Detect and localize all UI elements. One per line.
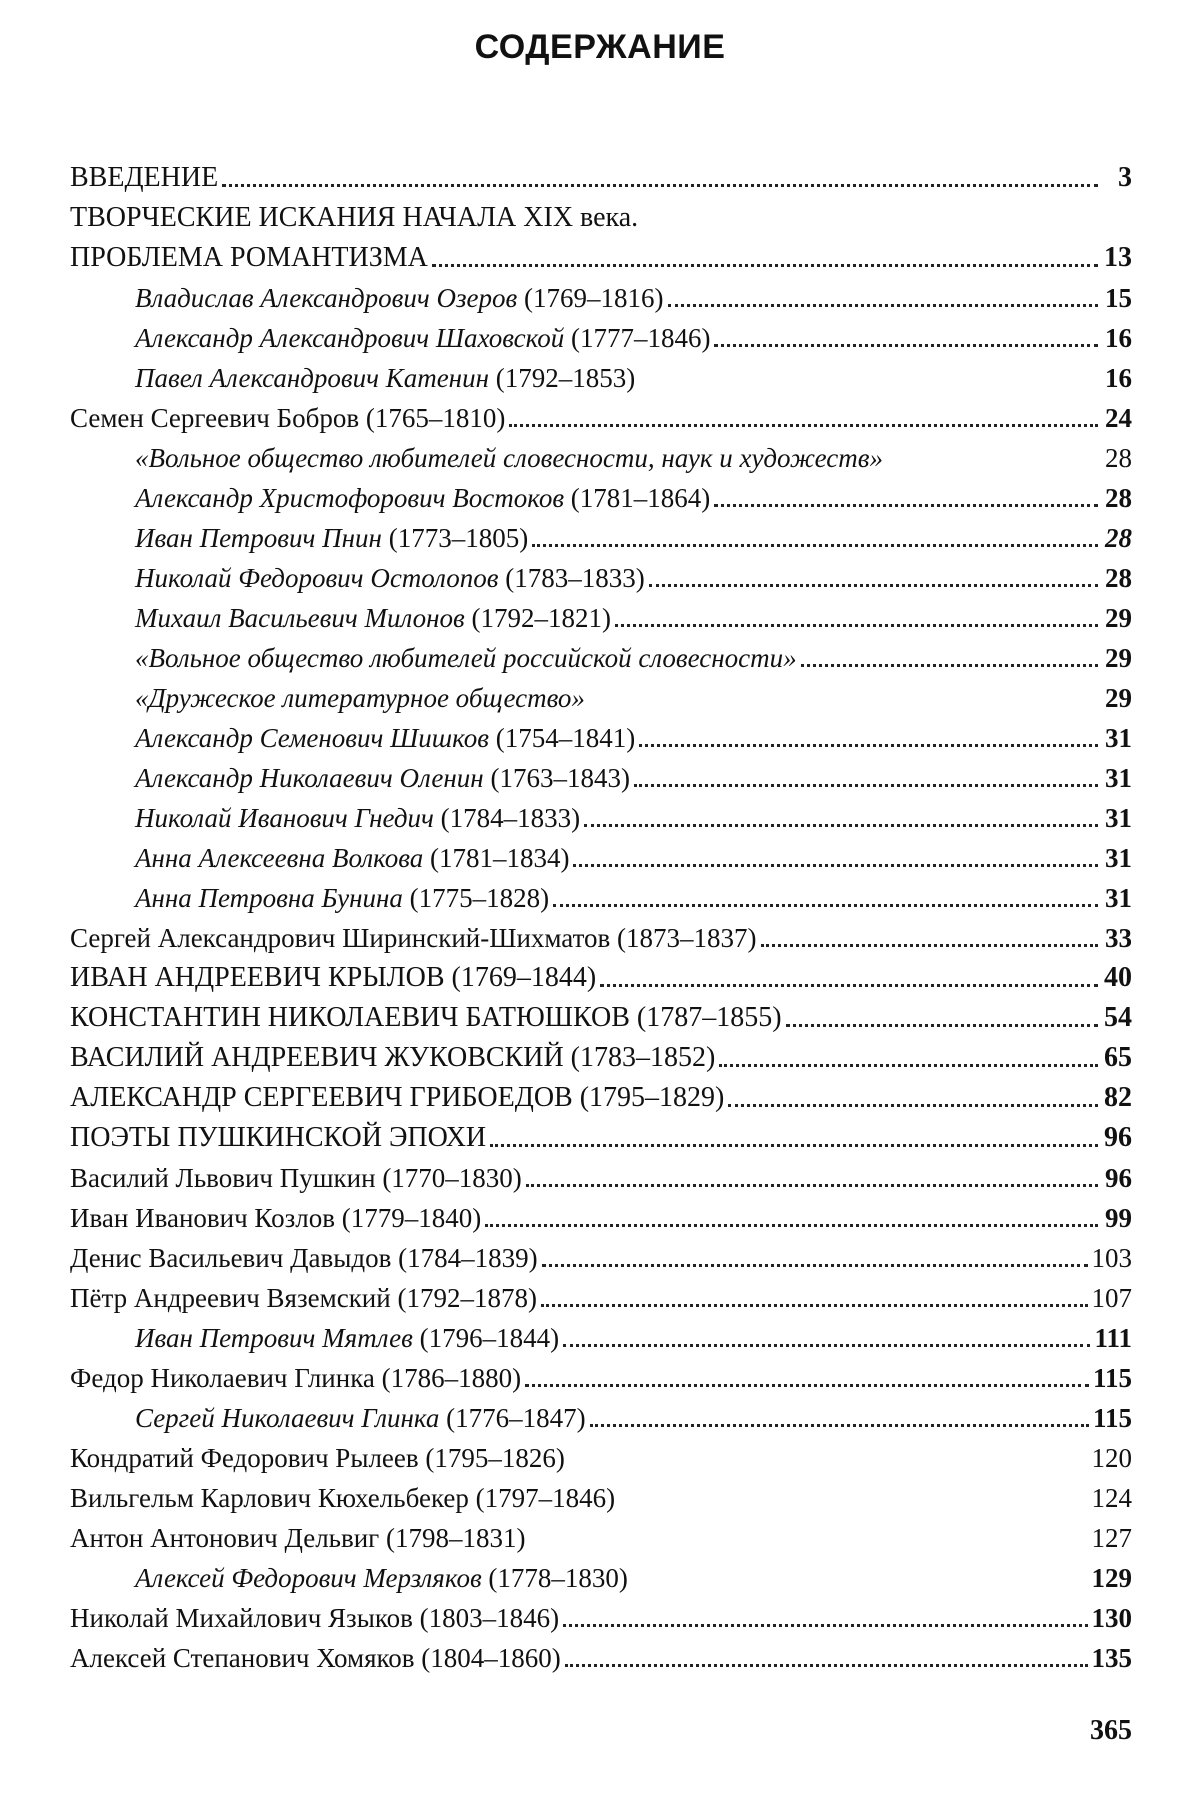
- toc-entry-page: 24: [1105, 403, 1132, 433]
- dot-leader: [728, 1103, 1098, 1107]
- toc-entry-olenin: [70, 754, 1132, 794]
- toc-entry-delvig: [70, 1514, 1132, 1554]
- toc-entry-intro: [70, 154, 1132, 194]
- toc-entry-page: 129: [1091, 1563, 1132, 1593]
- toc-entry-page: 3: [1118, 162, 1132, 193]
- toc-entry-page: 111: [1094, 1323, 1132, 1353]
- toc-entry-creative-2: [70, 234, 1132, 274]
- toc-entry-ostolopov: [70, 554, 1132, 594]
- toc-entry-years: (1792–1853): [488, 363, 636, 393]
- toc-entry-years: (1754–1841): [488, 723, 636, 753]
- dot-leader: [786, 1023, 1098, 1027]
- toc-entry-davydov: [70, 1234, 1132, 1274]
- toc-entry-label: ТВОРЧЕСКИЕ ИСКАНИЯ НАЧАЛА XIX века.: [70, 202, 639, 233]
- toc-entry-page: 130: [1091, 1603, 1132, 1633]
- dot-leader: [634, 783, 1098, 787]
- dot-leader: [569, 1466, 1088, 1467]
- toc-entry-years: (1783–1833): [498, 563, 645, 593]
- toc-entry-batyushkov: [70, 994, 1132, 1034]
- toc-entry-years: (1763–1843): [483, 763, 630, 793]
- toc-entry-name: Николай Иванович Гнедич: [135, 803, 434, 833]
- toc-entry-page: 135: [1091, 1643, 1132, 1673]
- toc-entry-kyukhelbeker: [70, 1474, 1132, 1514]
- toc-entry-page: 54: [1104, 1002, 1132, 1033]
- toc-entry-page: 96: [1104, 1122, 1132, 1153]
- toc-entry-shirinsky: [70, 914, 1132, 954]
- toc-entry-page: 31: [1105, 723, 1132, 753]
- toc-entry-page: 96: [1105, 1163, 1132, 1193]
- dot-leader: [509, 423, 1098, 427]
- dot-leader: [632, 1586, 1088, 1587]
- dot-leader: [485, 1223, 1098, 1227]
- toc-entry-s-glinka: [70, 1394, 1132, 1434]
- dot-leader: [525, 1383, 1089, 1387]
- toc-entry-label: Василий Львович Пушкин (1770–1830): [70, 1163, 522, 1193]
- toc-entry-name: «Дружеское литературное общество»: [135, 683, 585, 713]
- toc-entry-name: Павел Александрович Катенин: [135, 363, 489, 393]
- dot-leader: [590, 1423, 1089, 1427]
- dot-leader: [719, 1063, 1098, 1067]
- toc-entry-name: Александр Александрович Шаховской: [135, 323, 565, 353]
- toc-entry-name: Алексей Федорович Мерзляков: [135, 1563, 482, 1593]
- toc-entry-label: [135, 482, 710, 514]
- toc-entry-name: Анна Алексеевна Волкова: [135, 843, 424, 873]
- toc-entry-name: Александр Николаевич Оленин: [135, 763, 484, 793]
- toc-entry-name: Александр Христофорович Востоков: [135, 483, 565, 513]
- dot-leader: [542, 1263, 1088, 1267]
- toc-entry-label: [135, 882, 549, 914]
- toc-entry-khomyakov: [70, 1634, 1132, 1674]
- dot-leader: [714, 503, 1098, 507]
- toc-entry-label: [135, 1322, 559, 1354]
- toc-entry-label: ПОЭТЫ ПУШКИНСКОЙ ЭПОХИ: [70, 1122, 487, 1153]
- toc-entry-page: 40: [1104, 962, 1132, 993]
- toc-entry-label: [135, 322, 710, 354]
- toc-entry-label: Пётр Андреевич Вяземский (1792–1878): [70, 1283, 537, 1313]
- toc-entry-page: 29: [1105, 643, 1132, 673]
- toc-entry-page: 103: [1091, 1243, 1132, 1273]
- toc-entry-myatlev: [70, 1314, 1132, 1354]
- toc-entry-page: 31: [1105, 843, 1132, 873]
- dot-leader: [887, 466, 1098, 467]
- toc-entry-name: Михаил Васильевич Милонов: [135, 603, 465, 633]
- dot-leader: [222, 183, 1098, 187]
- toc-entry-gnedich: [70, 794, 1132, 834]
- toc-entry-volnoe-2: [70, 634, 1132, 674]
- toc-entry-name: Александр Семенович Шишков: [135, 723, 489, 753]
- toc-entry-label: [135, 842, 569, 874]
- dot-leader: [639, 386, 1098, 387]
- dot-leader: [573, 863, 1098, 867]
- toc-entry-page: 31: [1105, 803, 1132, 833]
- toc-entry-bunina: [70, 874, 1132, 914]
- toc-entry-page: 33: [1105, 923, 1132, 953]
- toc-entry-label: [135, 642, 797, 674]
- toc-entry-years: (1781–1864): [564, 483, 711, 513]
- toc-entry-krylov: [70, 954, 1132, 994]
- toc-entry-years: (1777–1846): [564, 323, 711, 353]
- dot-leader: [532, 543, 1098, 547]
- table-of-contents: [70, 154, 1132, 1674]
- toc-entry-label: АЛЕКСАНДР СЕРГЕЕВИЧ ГРИБОЕДОВ (1795–1829): [70, 1082, 725, 1113]
- toc-entry-label: [135, 722, 635, 754]
- toc-entry-years: (1773–1805): [381, 523, 529, 553]
- dot-leader: [642, 226, 1098, 227]
- toc-entry-page: 65: [1104, 1042, 1132, 1073]
- toc-entry-page: 13: [1104, 242, 1132, 273]
- toc-entry-years: (1778–1830): [481, 1563, 628, 1593]
- dot-leader: [565, 1663, 1088, 1667]
- toc-entry-page: 115: [1092, 1403, 1132, 1433]
- toc-entry-label: [135, 442, 883, 474]
- toc-entry-volnoe-1: [70, 434, 1132, 474]
- toc-entry-label: ИВАН АНДРЕЕВИЧ КРЫЛОВ (1769–1844): [70, 962, 597, 993]
- dot-leader: [563, 1343, 1090, 1347]
- toc-entry-page: 127: [1091, 1523, 1132, 1553]
- toc-entry-yazykov: [70, 1594, 1132, 1634]
- toc-entry-years: (1792–1821): [464, 603, 611, 633]
- dot-leader: [600, 983, 1098, 987]
- toc-entry-label: [135, 802, 580, 834]
- toc-entry-page: 99: [1105, 1203, 1132, 1233]
- toc-entry-label: Вильгельм Карлович Кюхельбекер (1797–1846): [70, 1483, 616, 1513]
- toc-entry-shakhovskoy: [70, 314, 1132, 354]
- toc-entry-page: 28: [1105, 483, 1132, 513]
- toc-entry-bobrov: [70, 394, 1132, 434]
- toc-entry-label: ВАСИЛИЙ АНДРЕЕВИЧ ЖУКОВСКИЙ (1783–1852): [70, 1042, 716, 1073]
- toc-entry-vyazemsky: [70, 1274, 1132, 1314]
- toc-entry-page: 29: [1105, 683, 1132, 713]
- toc-entry-label: Иван Иванович Козлов (1779–1840): [70, 1203, 482, 1233]
- toc-entry-label: Семен Сергеевич Бобров (1765–1810): [70, 403, 506, 433]
- dot-leader: [801, 663, 1098, 667]
- toc-entry-name: Владислав Александрович Озеров: [135, 283, 518, 313]
- toc-entry-page: 28: [1105, 563, 1132, 593]
- toc-entry-label: Сергей Александрович Ширинский-Шихматов (1873–1837): [70, 923, 757, 953]
- toc-entry-vl-pushkin: [70, 1154, 1132, 1194]
- toc-entry-years: (1781–1834): [423, 843, 570, 873]
- toc-entry-page: 15: [1105, 283, 1132, 313]
- dot-leader: [761, 943, 1098, 947]
- toc-entry-label: Кондратий Федорович Рылеев (1795–1826): [70, 1443, 565, 1473]
- toc-entry-years: (1776–1847): [439, 1403, 586, 1433]
- toc-entry-name: Сергей Николаевич Глинка: [135, 1403, 440, 1433]
- toc-entry-zhukovsky: [70, 1034, 1132, 1074]
- dot-leader: [668, 303, 1099, 307]
- toc-entry-katenin: [70, 354, 1132, 394]
- toc-entry-years: (1796–1844): [412, 1323, 560, 1353]
- toc-entry-label: Алексей Степанович Хомяков (1804–1860): [70, 1643, 561, 1673]
- toc-entry-name: Иван Петрович Пнин: [135, 523, 382, 553]
- toc-entry-ozerov: [70, 274, 1132, 314]
- toc-entry-pnin: [70, 514, 1132, 554]
- dot-leader: [432, 263, 1098, 267]
- dot-leader: [584, 823, 1098, 827]
- toc-entry-page: 16: [1105, 323, 1132, 353]
- page-title: СОДЕРЖАНИЕ: [474, 28, 726, 66]
- toc-entry-page: 16: [1105, 363, 1132, 393]
- dot-leader: [490, 1143, 1098, 1147]
- toc-entry-volkova: [70, 834, 1132, 874]
- toc-entry-label: Денис Васильевич Давыдов (1784–1839): [70, 1243, 538, 1273]
- toc-entry-label: [135, 522, 528, 554]
- toc-entry-page: 29: [1105, 603, 1132, 633]
- toc-entry-label: [135, 1562, 628, 1594]
- dot-leader: [589, 706, 1098, 707]
- toc-entry-druzheskoe: [70, 674, 1132, 714]
- toc-entry-page: 107: [1091, 1283, 1132, 1313]
- toc-entry-page: 31: [1105, 883, 1132, 913]
- toc-entry-label: Федор Николаевич Глинка (1786–1880): [70, 1363, 522, 1393]
- toc-entry-vostokov: [70, 474, 1132, 514]
- toc-entry-label: [135, 362, 635, 394]
- toc-entry-label: [135, 1402, 586, 1434]
- dot-leader: [563, 1623, 1087, 1627]
- toc-entry-merzlyakov: [70, 1554, 1132, 1594]
- toc-entry-label: ВВЕДЕНИЕ: [70, 162, 219, 193]
- toc-entry-f-glinka: [70, 1354, 1132, 1394]
- toc-entry-years: (1775–1828): [402, 883, 550, 913]
- toc-entry-name: Анна Петровна Бунина: [135, 883, 403, 913]
- toc-entry-label: Антон Антонович Дельвиг (1798–1831): [70, 1523, 526, 1553]
- dot-leader: [529, 1546, 1087, 1547]
- toc-entry-page: 124: [1091, 1483, 1132, 1513]
- toc-entry-label: КОНСТАНТИН НИКОЛАЕВИЧ БАТЮШКОВ (1787–1855): [70, 1002, 782, 1033]
- toc-entry-page: 28: [1105, 443, 1132, 473]
- page-number: 365: [1090, 1715, 1132, 1746]
- toc-entry-page: 115: [1092, 1363, 1132, 1393]
- toc-entry-page: 28: [1105, 523, 1132, 553]
- toc-entry-page: 31: [1105, 763, 1132, 793]
- dot-leader: [639, 743, 1098, 747]
- toc-entry-creative-1: [70, 194, 1132, 234]
- toc-entry-page: 82: [1104, 1082, 1132, 1113]
- toc-entry-name: Иван Петрович Мятлев: [135, 1323, 413, 1353]
- toc-entry-label: [135, 682, 585, 714]
- dot-leader: [541, 1303, 1088, 1307]
- toc-entry-label: Николай Михайлович Языков (1803–1846): [70, 1603, 560, 1633]
- dot-leader: [619, 1506, 1087, 1507]
- dot-leader: [649, 583, 1098, 587]
- dot-leader: [714, 343, 1098, 347]
- toc-entry-griboedov: [70, 1074, 1132, 1114]
- toc-entry-name: Николай Федорович Остолопов: [135, 563, 499, 593]
- toc-entry-label: ПРОБЛЕМА РОМАНТИЗМА: [70, 242, 428, 273]
- dot-leader: [615, 623, 1098, 627]
- toc-entry-label: [135, 282, 664, 314]
- toc-entry-label: [135, 762, 630, 794]
- toc-entry-poets-pushkin: [70, 1114, 1132, 1154]
- toc-entry-milonov: [70, 594, 1132, 634]
- toc-entry-years: (1769–1816): [517, 283, 664, 313]
- toc-entry-label: [135, 562, 645, 594]
- dot-leader: [553, 903, 1098, 907]
- toc-entry-years: (1784–1833): [433, 803, 581, 833]
- toc-entry-label: [135, 602, 611, 634]
- toc-entry-name: «Вольное общество любителей российской словесности»: [135, 643, 797, 673]
- toc-entry-kozlov: [70, 1194, 1132, 1234]
- toc-entry-shishkov: [70, 714, 1132, 754]
- dot-leader: [526, 1183, 1098, 1187]
- toc-entry-name: «Вольное общество любителей словесности, наук и художеств»: [135, 443, 883, 473]
- toc-entry-page: 120: [1091, 1443, 1132, 1473]
- toc-entry-ryleev: [70, 1434, 1132, 1474]
